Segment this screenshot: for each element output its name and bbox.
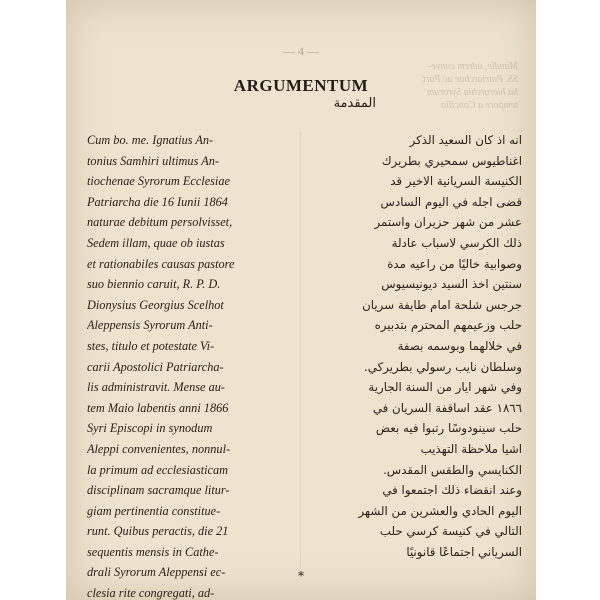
latin-line: Aleppi convenientes, nonnul- <box>87 441 231 456</box>
arabic-line: ١٨٦٦ عقد اساقفة السريان في <box>372 400 522 415</box>
arabic-line: جرجس شلحة امام طايفة سريان <box>362 297 522 312</box>
arabic-line: وعند انقضاء ذلك اجتمعوا في <box>382 483 522 498</box>
arabic-line: انه اذ كان السعيد الذكر <box>409 133 522 147</box>
column-gutter <box>300 132 301 572</box>
arabic-line: التالي في كنيسة كرسي حلب <box>379 524 522 539</box>
latin-line: Syri Episcopi in synodum <box>87 421 213 436</box>
latin-line: disciplinam sacramque litur- <box>87 483 230 498</box>
bleed-line: tempore a Concilio <box>441 100 518 111</box>
latin-line: la primum ad ecclesiasticam <box>87 462 229 477</box>
arabic-column <box>310 130 522 562</box>
latin-line: Patriarcha die 16 Iunii 1864 <box>87 194 228 209</box>
bleed-line: SS. Patriarchae ac Part <box>422 74 518 85</box>
latin-line: tem Maio labentis anni 1866 <box>87 400 229 415</box>
bleed-line: ha hierarchia Syrorum <box>427 87 518 98</box>
latin-line: stes, titulo et potestate Vi- <box>87 338 215 353</box>
latin-line: et rationabiles causas pastore <box>87 256 235 271</box>
arabic-line: سنتين اخذ السيد ديونيسيوس <box>381 277 522 292</box>
page-title: ARGUMENTUM <box>233 76 369 95</box>
latin-line: naturae debitum persolvisset, <box>87 215 233 230</box>
arabic-line: وصوابية خاليًا من راعيه مدة <box>387 256 522 271</box>
arabic-line: حلب سينودوسًا رتبوا فيه بعض <box>375 421 522 436</box>
latin-line: suo biennio caruit, R. P. D. <box>87 277 221 292</box>
latin-line: tiochenae Syrorum Ecclesiae <box>87 174 230 189</box>
arabic-line: اليوم الحادي والعشرين من الشهر <box>358 503 522 518</box>
arabic-line: في خلالهما وبوسمه بصفة <box>397 338 522 353</box>
latin-line: carii Apostolici Patriarcha- <box>87 359 224 374</box>
arabic-line: عشر من شهر حزيران واستمر <box>374 215 522 230</box>
latin-line: clesia rite congregati, ad- <box>87 586 215 600</box>
arabic-line: السرياني اجتماعًا قانونيًا <box>406 544 522 559</box>
latin-line: drali Syrorum Aleppensi ec- <box>87 565 226 580</box>
latin-line: sequentis mensis in Cathe- <box>87 544 219 559</box>
arabic-line: الكنيسة السريانية الاخير قد <box>390 174 522 189</box>
bleed-line: Mandie, adrem conve- <box>428 61 518 72</box>
latin-line: Dionysius Georgius Scelhot <box>87 297 224 312</box>
latin-line: runt. Quibus peractis, die 21 <box>87 524 229 539</box>
signature-mark: * <box>298 569 304 583</box>
arabic-line: قضى اجله في اليوم السادس <box>380 194 522 209</box>
latin-line: giam pertinentia constitue- <box>87 503 221 518</box>
arabic-line: الكنايسي والطقس المقدس. <box>383 462 522 477</box>
arabic-line: وفي شهر ايار من السنة الجارية <box>368 380 522 395</box>
arabic-line: ذلك الكرسي لاسباب عادلة <box>391 235 522 250</box>
book-page <box>66 0 536 600</box>
latin-line: Cum bo. me. Ignatius An- <box>87 133 214 147</box>
arabic-line: حلب وزعيمهم المحترم بتدبيره <box>374 318 522 333</box>
latin-line: tonius Samhiri ultimus An- <box>87 153 219 168</box>
latin-line: lis administravit. Mense au- <box>87 380 225 395</box>
latin-line: Aleppensis Syrorum Anti- <box>87 318 213 333</box>
arabic-line: اغناطيوس سمحيري بطريرك <box>381 153 522 168</box>
arabic-line: وسلطان نايب رسولي بطريركي. <box>364 359 522 374</box>
arabic-subtitle: المقدمة <box>333 96 376 111</box>
latin-line: Sedem illam, quae ob iustas <box>87 235 225 250</box>
page-number: — 4 — <box>283 44 319 58</box>
latin-column <box>87 130 302 600</box>
arabic-line: اشيا ملاحظة التهذيب <box>420 441 522 456</box>
